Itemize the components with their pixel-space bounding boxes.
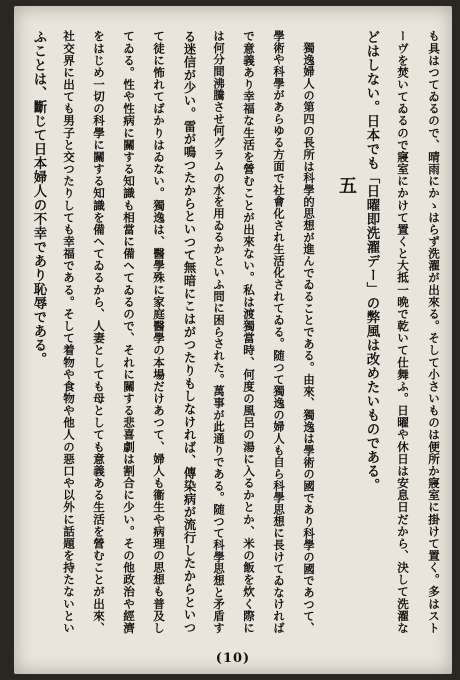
text-line: は何分間沸騰させ何グラムの水を用ゐるかといふ問に困らされた。萬事が此通りである。随つて科學思想と矛盾す bbox=[212, 30, 226, 634]
text-line: てゐる。性や性病に關する知識も相當に備へてゐるので、それに關する悲喜劇は割合に少い。その他政治や經濟 bbox=[122, 30, 136, 634]
book-page bbox=[14, 6, 452, 674]
text-line: で意義あり幸福な生活を營むことが出來ない。私は渡獨當時、何度の風呂の湯に入るかとか、米の飯を炊く際に bbox=[242, 30, 256, 634]
text-line: る迷信が少い。雷が鳴つたからといつて無暗にこはがつたりもしなければ、傳染病が流行したからといつ bbox=[182, 30, 197, 634]
text-line: 學術や科學があらゆる方面で社會化され生活化されてゐる。随つて獨逸の婦人も自ら科學思想に長けてゐなければ bbox=[272, 30, 286, 634]
text-line: 社交界に出ても男子と交つたりしても幸福である。そして着物や食物や他人の惡口や以外に話題を持たないとい bbox=[62, 30, 76, 634]
text-line: 獨逸婦人の第四の長所は科學的思想が進んでゐることである。由來、獨逸は學術の國であり科學の國であつて、 bbox=[302, 42, 316, 634]
section-heading: 五 bbox=[336, 176, 357, 194]
text-line: て徒に怖れてばかりはゐない。獨逸は、醫學殊に家庭醫學の本場だけあつて、婦人も衞生や病理の思想も普及し bbox=[152, 30, 166, 634]
text-line: ーヴを焚いてゐるので寢室にかけて置くと大抵一晩で乾いて仕舞ふ。日曜や休日は安息日だから、決して洗濯な bbox=[396, 30, 410, 634]
text-line: ふことは、斷じて日本婦人の不幸であり恥辱である。 bbox=[31, 30, 47, 366]
text-line: も具はつてゐるので、晴雨にかゝはらず洗濯が出來る。そして小さいものは便所か寢室に掛けて置く。多はスト bbox=[427, 30, 441, 634]
page-number: (10) bbox=[215, 651, 251, 666]
text-line: をはじめ一切の科學に關する知識を備へてゐるから、人妻としても母としても意義ある生活を營むことが出來、 bbox=[92, 30, 106, 634]
text-line: どはしない。日本でも「日曜即洗濯デー」の弊風は改めたいものである。 bbox=[364, 30, 380, 492]
